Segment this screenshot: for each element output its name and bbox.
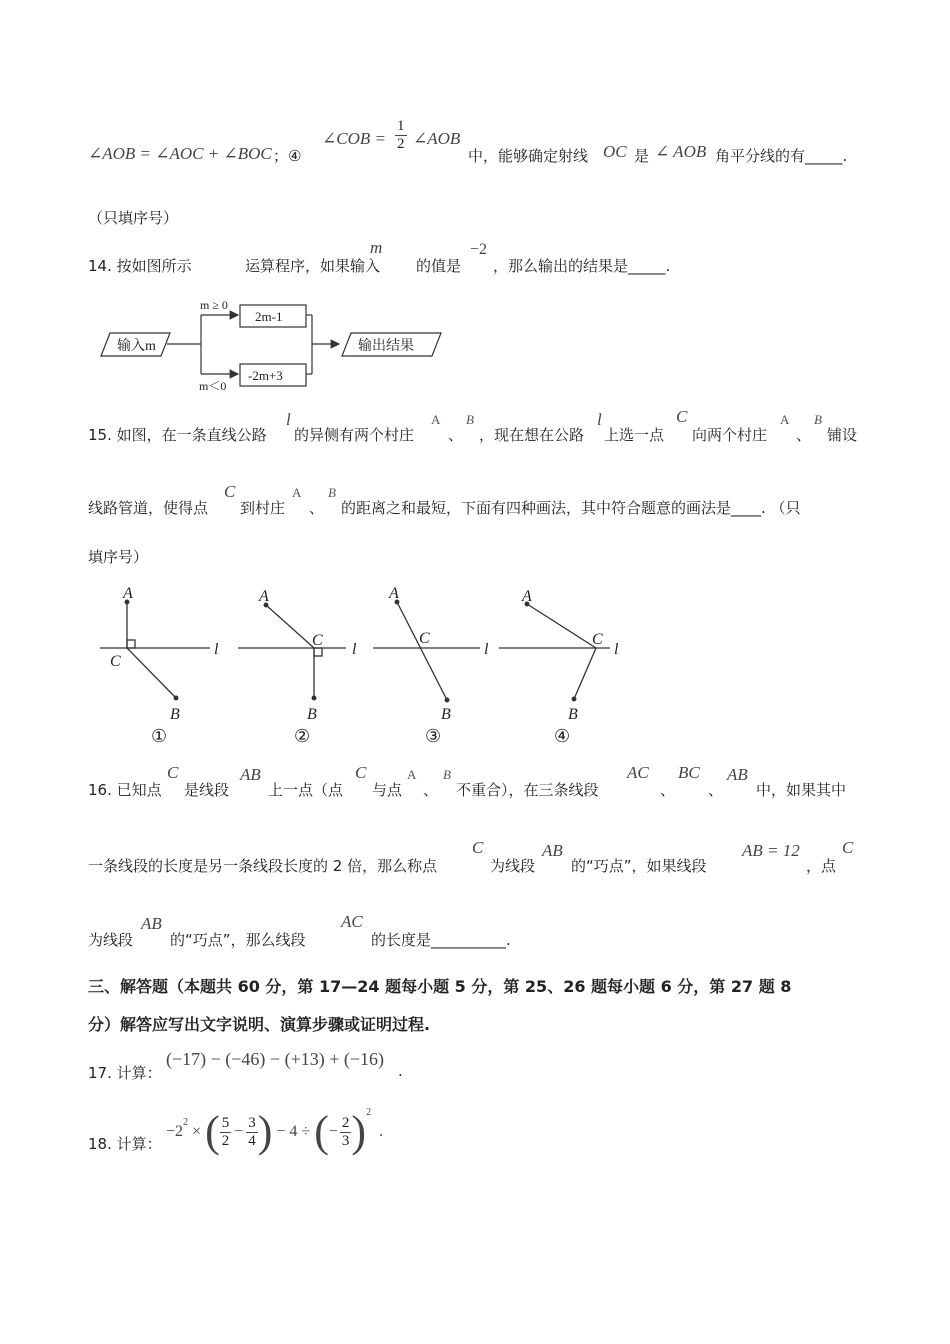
- q16-p6: 中，如果其中: [756, 781, 847, 799]
- q16-AC: AC: [627, 763, 649, 782]
- q15-line2a: 线路管道，使得点: [88, 499, 209, 517]
- q18-neg-two: −2: [166, 1123, 184, 1140]
- q16-AB3: AB: [542, 841, 563, 860]
- q15-C: C: [676, 407, 688, 426]
- q13-separator: ；④: [273, 147, 302, 165]
- q16-p2: 是线段: [184, 781, 230, 799]
- q13-aob: ∠AOB: [413, 129, 461, 148]
- q18-div: − 4 ÷: [276, 1123, 311, 1140]
- q18-times: ×: [192, 1123, 202, 1140]
- q16-p1: 16. 已知点: [88, 781, 162, 799]
- q16-AB: AB: [240, 765, 261, 784]
- q15-p1: 15. 如图，在一条直线公路: [88, 426, 267, 444]
- q13-aob2: ∠ AOB: [655, 142, 707, 161]
- q18-frac1: $\frac{5}{2}$: [221, 1114, 230, 1149]
- q18-neg: −: [328, 1123, 338, 1140]
- q16-BC: BC: [678, 763, 700, 782]
- q16-C: C: [167, 763, 179, 782]
- q15-B2: B: [814, 412, 822, 427]
- fig4-label: ④: [554, 726, 571, 746]
- q17-end: .: [398, 1062, 403, 1080]
- fig1-label: ①: [151, 726, 168, 746]
- q16-p4: 与点: [372, 781, 403, 799]
- q13-tail1: 中，能够确定射线: [468, 147, 589, 165]
- q18-end: .: [379, 1123, 384, 1140]
- q15-p5: 向两个村庄: [692, 426, 768, 444]
- q17-expression: (−17) − (−46) − (+13) + (−16): [166, 1049, 385, 1069]
- fig3-A: A: [389, 585, 399, 602]
- box-top-label: 2m-1: [255, 309, 283, 324]
- q18-exp2: 2: [366, 1106, 372, 1118]
- q16-C4: C: [842, 838, 854, 857]
- fig2-B: B: [307, 706, 317, 723]
- fig2-label: ②: [294, 726, 311, 746]
- q14-text2: 运算程序，如果输入: [245, 257, 381, 275]
- q15-C2: C: [224, 482, 236, 501]
- q15-A: A: [431, 412, 441, 427]
- fig3-B: B: [441, 706, 451, 723]
- q15-B: B: [466, 412, 474, 427]
- q15-line3: 填序号）: [88, 548, 149, 566]
- fig3-label: ③: [425, 726, 442, 746]
- q16-B: B: [443, 767, 451, 782]
- q13-note: （只填序号）: [88, 209, 179, 227]
- q13-tail3: 角平分线的有_____.: [715, 147, 848, 165]
- q16-line2d: ，点: [806, 857, 837, 875]
- q16-A: A: [407, 767, 417, 782]
- q13-frac-den: 2: [397, 136, 405, 152]
- q13-equation-lhs: ∠AOB = ∠AOC + ∠BOC: [88, 144, 272, 163]
- cond-top: m ≥ 0: [200, 298, 228, 312]
- q13-cob: ∠COB =: [322, 129, 386, 148]
- q16-dun3: 、: [708, 781, 724, 799]
- fig2-l: l: [352, 641, 357, 658]
- q15-l2: l: [597, 410, 602, 429]
- q16-p3: 上一点（点: [268, 781, 344, 799]
- q16-p5: 不重合），在三条线段: [456, 781, 599, 799]
- fig3-C: C: [419, 630, 430, 647]
- q15-p2: 的异侧有两个村庄: [294, 426, 415, 444]
- q16-line2a: 一条线段的长度是另一条线段长度的 2 倍，那么称点: [88, 857, 438, 875]
- q16-dun: 、: [423, 781, 439, 799]
- section3-heading-line1: 三、解答题（本题共 60 分，第 17—24 题每小题 5 分，第 25、26 题每小题 6 分，第 27 题 8: [88, 977, 792, 996]
- q14-value: −2: [470, 241, 488, 258]
- q16-line2b: 为线段: [490, 857, 536, 875]
- q14-text4: ，那么输出的结果是_____.: [493, 257, 671, 275]
- q16-dun2: 、: [660, 781, 676, 799]
- q16-AB2: AB: [727, 765, 748, 784]
- section3-heading-line2: 分）解答应写出文字说明、演算步骤或证明过程.: [88, 1015, 431, 1034]
- cond-bottom: m＜0: [199, 379, 227, 393]
- q18-frac2: $\frac{3}{4}$: [248, 1114, 256, 1149]
- q13-frac-num: 1: [397, 118, 405, 134]
- q18-exp: 2: [183, 1116, 189, 1128]
- q16-eq: AB = 12: [742, 841, 800, 860]
- q14-var-m: m: [370, 238, 383, 257]
- q15-p3: ，现在想在公路: [479, 426, 585, 444]
- q13-oc: OC: [603, 142, 627, 161]
- q18-minus: −: [234, 1123, 244, 1140]
- fig1-B: B: [170, 706, 180, 723]
- q15-dun: 、: [448, 426, 464, 444]
- q16-C3: C: [472, 838, 484, 857]
- q13-fraction: [395, 118, 407, 153]
- input-label: 输入m: [117, 339, 156, 354]
- q15-dun3: 、: [309, 499, 325, 517]
- q15-figures: [88, 580, 648, 750]
- q16-AB4: AB: [141, 914, 162, 933]
- q18-expression: −2 2 × ( $\frac{5}{2}$ − $\frac{3}{4}$ ) − 4 ÷ ( − $\frac{2}{3}$ ) 2 .: [166, 1106, 384, 1156]
- fig1-l: l: [214, 641, 219, 658]
- fig3-l: l: [484, 641, 489, 658]
- fig4-C: C: [592, 631, 603, 648]
- q14-text1: 14. 按如图所示: [88, 257, 192, 275]
- q16-line3b: 的“巧点”，那么线段: [170, 931, 306, 949]
- fig1-C: C: [110, 653, 121, 670]
- box-bottom-label: -2m+3: [248, 368, 283, 383]
- q15-p6: 铺设: [827, 426, 858, 444]
- q15-p4: 上选一点: [604, 426, 665, 444]
- output-label: 输出结果: [358, 339, 414, 354]
- q14-text3: 的值是: [416, 257, 462, 275]
- fig4-A: A: [522, 588, 532, 605]
- q15-line2c: 的距离之和最短，下面有四种画法，其中符合题意的画法是____. （只: [341, 499, 801, 517]
- q13-tail2: 是: [634, 147, 650, 165]
- q16-line3c: 的长度是__________.: [371, 931, 511, 949]
- fig4-l: l: [614, 641, 619, 658]
- q15-line2b: 到村庄: [240, 499, 286, 517]
- q15-B3: B: [328, 485, 336, 500]
- fig2-A: A: [259, 588, 269, 605]
- q15-l: l: [286, 410, 291, 429]
- q14-flowchart: [95, 293, 455, 393]
- q18-frac3: $\frac{2}{3}$: [341, 1114, 350, 1149]
- q18-label: 18. 计算：: [88, 1135, 162, 1153]
- q15-A2: A: [780, 412, 790, 427]
- q17-label: 17. 计算：: [88, 1064, 162, 1082]
- fig4-B: B: [568, 706, 578, 723]
- q16-line2c: 的“巧点”，如果线段: [571, 857, 707, 875]
- fig2-C: C: [312, 632, 323, 649]
- q15-dun2: 、: [796, 426, 812, 444]
- fig1-A: A: [123, 585, 133, 602]
- q15-A3: A: [292, 485, 302, 500]
- q16-line3a: 为线段: [88, 931, 134, 949]
- q16-C2: C: [355, 763, 367, 782]
- q16-AC2: AC: [341, 912, 363, 931]
